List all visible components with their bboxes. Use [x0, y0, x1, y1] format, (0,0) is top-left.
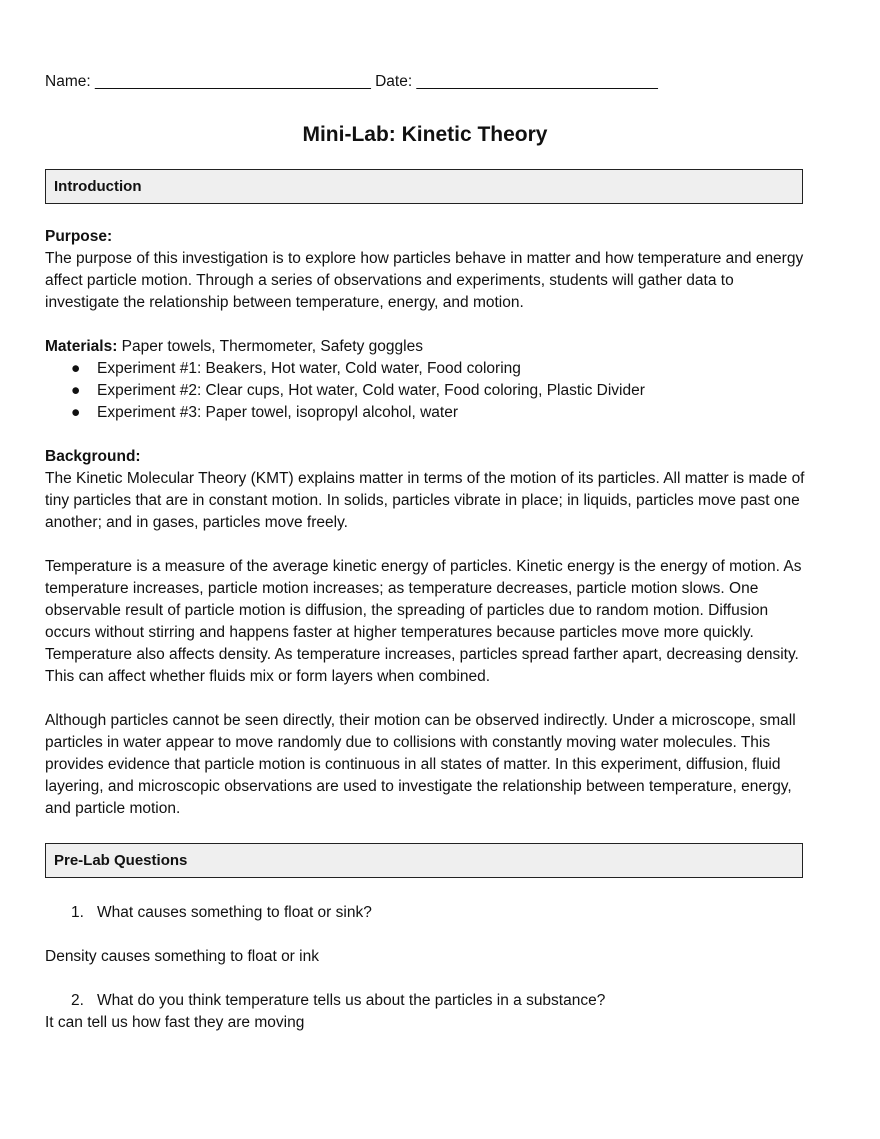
question-2: [45, 990, 805, 1012]
list-item: [45, 358, 805, 380]
background-paragraph: Although particles cannot be seen directly, their motion can be observed indirectly. Under a microscope, small particles in water appear to move randomly due to collisions with constantly moving water molecules. This provides evidence that particle motion is continuous in all states of matter. In this experiment, diffusion, fluid layering, and microscopic observations are used to investigate the relationship between temperature, energy, and particle motion.: [45, 712, 796, 817]
list-item-text: Experiment #1: Beakers, Hot water, Cold water, Food coloring: [97, 360, 521, 377]
name-date-line: Name: ________________________________ Date: ____________________________: [45, 73, 658, 90]
answer-2: It can tell us how fast they are moving: [45, 1014, 305, 1031]
question-number: 1.: [71, 904, 84, 921]
materials-label: Materials:: [45, 338, 118, 355]
list-item-text: Experiment #2: Clear cups, Hot water, Cold water, Food coloring, Plastic Divider: [97, 382, 645, 399]
materials-text: Paper towels, Thermometer, Safety goggles: [117, 338, 423, 355]
purpose-label: Purpose:: [45, 228, 113, 245]
prelab-heading: Pre-Lab Questions: [54, 851, 188, 869]
question-text: What causes something to float or sink?: [97, 904, 372, 921]
answer-1: Density causes something to float or ink: [45, 948, 319, 965]
bullet-icon: ●: [71, 382, 81, 399]
background-label: Background:: [45, 448, 141, 465]
materials-line: [45, 336, 805, 358]
prelab-section-header: [45, 843, 803, 878]
question-number: 2.: [71, 992, 84, 1009]
page-title: Mini-Lab: Kinetic Theory: [302, 123, 548, 146]
materials-list: [45, 358, 805, 424]
background-paragraph: Temperature is a measure of the average kinetic energy of particles. Kinetic energy is the energy of motion. As temperature increases, particle motion increases; as temperature decreases, particle motion slows. One observable result of particle motion is diffusion, the spreading of particles due to random motion. Diffusion occurs without stirring and happens faster at higher temperatures because particles move more quickly. Temperature also affects density. As temperature increases, particles spread farther apart, decreasing density. This can affect whether fluids mix or form layers when combined.: [45, 558, 802, 685]
purpose-text: The purpose of this investigation is to explore how particles behave in matter and how temperature and energy affect particle motion. Through a series of observations and experiments, students will gather data to investigate the relationship between temperature, energy, and motion.: [45, 250, 804, 311]
bullet-icon: ●: [71, 404, 81, 421]
question-1: [45, 902, 805, 924]
introduction-section-header: [45, 169, 803, 204]
list-item-text: Experiment #3: Paper towel, isopropyl alcohol, water: [97, 404, 458, 421]
list-item: [45, 380, 805, 402]
worksheet-page: [45, 71, 805, 1034]
bullet-icon: ●: [71, 360, 81, 377]
introduction-heading: Introduction: [54, 177, 142, 195]
list-item: [45, 402, 805, 424]
background-paragraph: The Kinetic Molecular Theory (KMT) explains matter in terms of the motion of its particles. All matter is made of tiny particles that are in constant motion. In solids, particles vibrate in place; in liquids, particles move past one another; and in gases, particles move freely.: [45, 470, 805, 531]
question-text: What do you think temperature tells us about the particles in a substance?: [97, 992, 606, 1009]
